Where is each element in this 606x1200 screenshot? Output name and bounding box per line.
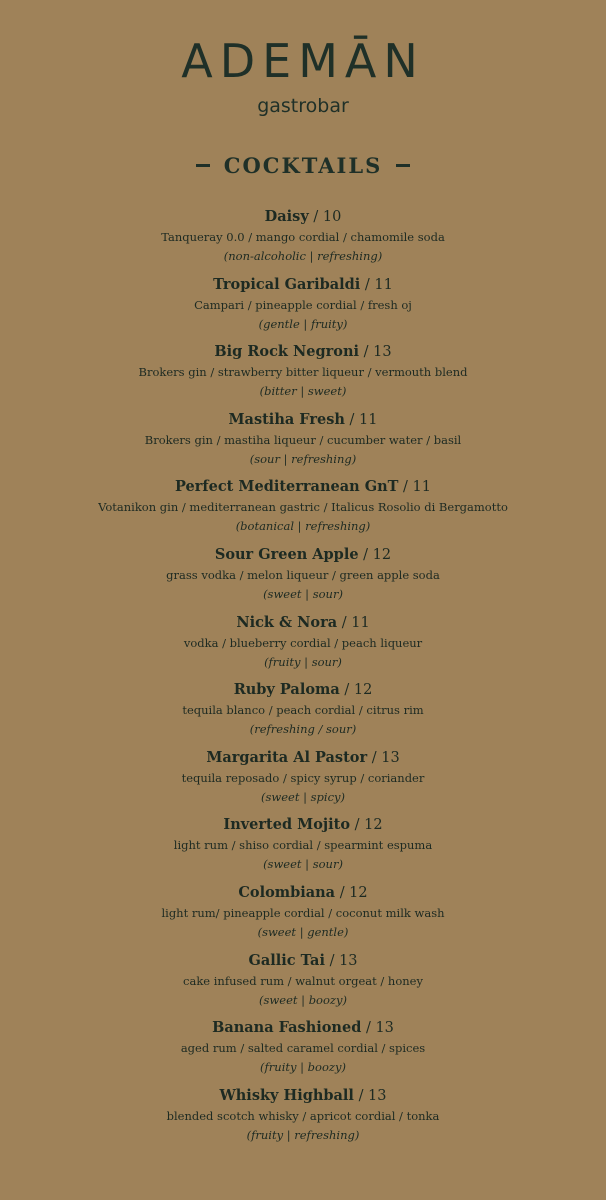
- cocktail-tags: (sweet | sour): [263, 857, 343, 872]
- cocktail-title-line: [0, 476, 606, 498]
- cocktail-item: [0, 274, 606, 342]
- cocktail-item: [0, 409, 606, 477]
- cocktail-item: [0, 1085, 606, 1153]
- cocktail-item: [0, 882, 606, 950]
- cocktail-item: [0, 206, 606, 274]
- cocktail-name: Colombiana: [238, 883, 336, 901]
- cocktail-tags: (fruity | sour): [264, 654, 342, 669]
- cocktail-item: [0, 544, 606, 612]
- cocktail-price: / 11: [341, 614, 370, 631]
- cocktail-ingredients: light rum / shiso cordial / spearmint espuma: [173, 838, 433, 853]
- cocktail-tags: (botanical | refreshing): [235, 519, 371, 534]
- cocktail-tags: (fruity | refreshing): [246, 1127, 360, 1142]
- cocktail-price: / 12: [339, 884, 368, 901]
- brand-logo: ADEMĀN: [181, 34, 425, 88]
- cocktail-list: [0, 206, 606, 1152]
- cocktail-name: Margarita Al Pastor: [206, 748, 368, 766]
- cocktail-ingredients: vodka / blueberry cordial / peach liqueur: [183, 635, 423, 650]
- cocktail-tags: (fruity | boozy): [260, 1060, 346, 1075]
- cocktail-item: [0, 476, 606, 544]
- cocktail-ingredients: grass vodka / melon liqueur / green apple soda: [166, 567, 440, 582]
- cocktail-tags: (sweet | sour): [263, 586, 343, 601]
- brand-subtitle: gastrobar: [257, 95, 349, 117]
- cocktail-price: / 11: [364, 276, 393, 293]
- dash-left: [196, 164, 210, 167]
- cocktail-item: [0, 747, 606, 815]
- section-heading: [0, 150, 606, 180]
- cocktail-name: Daisy: [264, 208, 309, 225]
- cocktail-item: [0, 950, 606, 1018]
- cocktail-tags: (non-alcoholic | refreshing): [223, 249, 383, 263]
- cocktail-title-line: [0, 544, 606, 566]
- cocktail-price: / 10: [313, 209, 342, 225]
- cocktail-title-line: [0, 1085, 606, 1107]
- cocktail-name: Gallic Tai: [248, 951, 325, 969]
- cocktail-price: / 11: [403, 479, 431, 496]
- cocktail-name: Inverted Mojito: [223, 816, 350, 834]
- cocktail-title-line: [0, 950, 606, 972]
- cocktail-price: / 13: [363, 344, 392, 361]
- cocktail-name: Big Rock Negroni: [214, 343, 359, 361]
- cocktail-item: [0, 814, 606, 882]
- cocktail-name: Ruby Paloma: [233, 681, 340, 699]
- cocktail-tags: (bitter | sweet): [259, 384, 347, 399]
- cocktail-ingredients: tequila reposado / spicy syrup / coriander: [181, 770, 425, 785]
- cocktail-title-line: [0, 882, 606, 904]
- cocktail-title-line: [0, 206, 606, 228]
- cocktail-price: / 13: [371, 749, 400, 766]
- cocktail-title-line: [0, 409, 606, 431]
- cocktail-price: / 12: [363, 546, 392, 563]
- cocktail-ingredients: light rum/ pineapple cordial / coconut milk wash: [161, 905, 445, 920]
- cocktail-tags: (sweet | spicy): [260, 789, 345, 804]
- cocktail-item: [0, 341, 606, 409]
- cocktail-title-line: [0, 1017, 606, 1039]
- section-title: COCKTAILS: [223, 152, 383, 178]
- cocktail-price: / 13: [329, 952, 358, 969]
- cocktail-title-line: [0, 612, 606, 634]
- cocktail-name: Mastiha Fresh: [228, 410, 345, 428]
- cocktail-price: / 11: [349, 411, 378, 428]
- cocktail-ingredients: Brokers gin / strawberry bitter liqueur / vermouth blend: [138, 365, 468, 380]
- cocktail-tags: (sweet | boozy): [259, 992, 347, 1007]
- cocktail-price: / 12: [344, 682, 373, 699]
- cocktail-item: [0, 612, 606, 680]
- cocktail-ingredients: tequila blanco / peach cordial / citrus rim: [182, 703, 424, 718]
- cocktail-ingredients: Campari / pineapple cordial / fresh oj: [194, 297, 412, 312]
- cocktail-title-line: [0, 341, 606, 363]
- cocktail-ingredients: aged rum / salted caramel cordial / spices: [180, 1041, 426, 1056]
- cocktail-ingredients: cake infused rum / walnut orgeat / honey: [183, 973, 423, 988]
- cocktail-ingredients: Brokers gin / mastiha liqueur / cucumber water / basil: [144, 432, 462, 447]
- cocktail-item: [0, 679, 606, 747]
- cocktail-title-line: [0, 679, 606, 701]
- cocktail-tags: (sweet | gentle): [257, 924, 349, 939]
- cocktail-title-line: [0, 814, 606, 836]
- cocktail-name: Sour Green Apple: [214, 545, 359, 563]
- cocktail-ingredients: Tanqueray 0.0 / mango cordial / chamomile soda: [161, 230, 445, 244]
- cocktail-tags: (refreshing / sour): [249, 722, 357, 737]
- cocktail-name: Perfect Mediterranean GnT: [175, 478, 399, 496]
- cocktail-item: [0, 1017, 606, 1085]
- cocktail-tags: (sour | refreshing): [249, 451, 357, 466]
- cocktail-title-line: [0, 747, 606, 769]
- cocktail-name: Nick & Nora: [236, 613, 338, 631]
- cocktail-title-line: [0, 274, 606, 296]
- cocktail-ingredients: Votanikon gin / mediterranean gastric / Italicus Rosolio di Bergamotto: [98, 500, 508, 515]
- cocktail-price: / 12: [354, 817, 383, 834]
- dash-right: [396, 164, 410, 167]
- cocktail-name: Whisky Highball: [219, 1086, 354, 1104]
- cocktail-ingredients: blended scotch whisky / apricot cordial / tonka: [166, 1108, 440, 1123]
- cocktail-tags: (gentle | fruity): [258, 316, 348, 331]
- cocktail-name: Tropical Garibaldi: [213, 275, 361, 293]
- cocktail-price: / 13: [358, 1087, 387, 1104]
- cocktail-name: Banana Fashioned: [212, 1019, 362, 1037]
- cocktail-price: / 13: [365, 1020, 394, 1037]
